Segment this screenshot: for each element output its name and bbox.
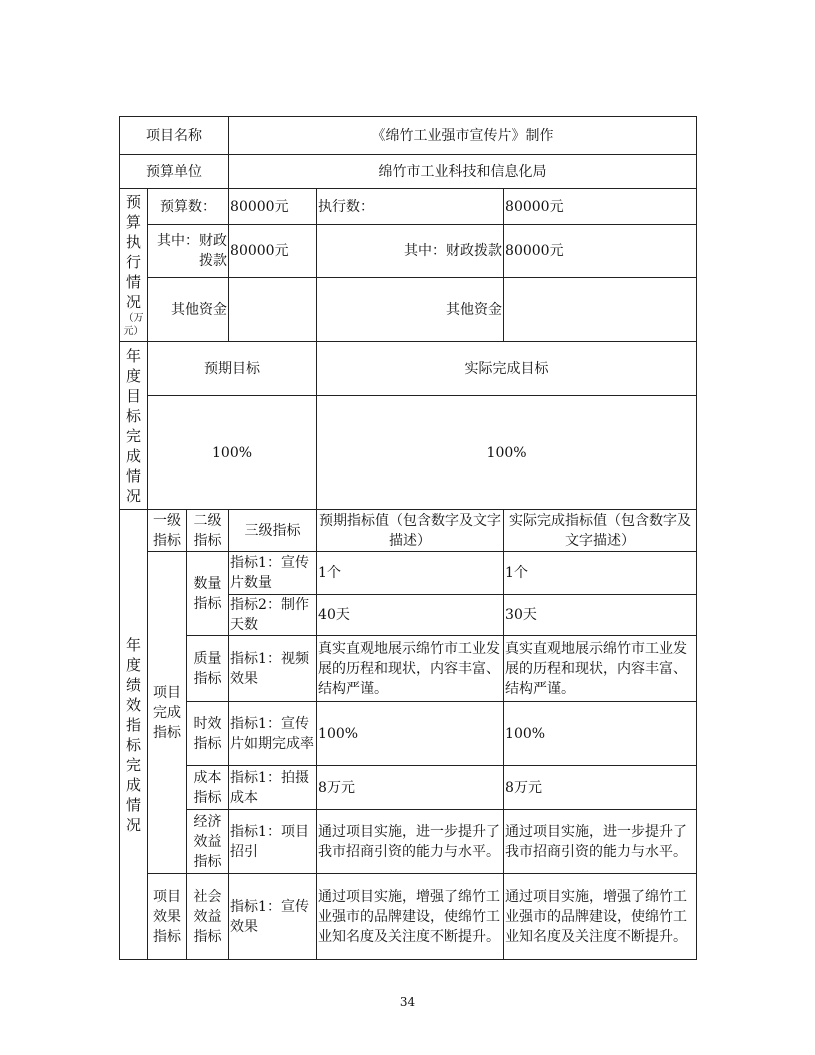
row-annual-goal-values	[120, 396, 697, 510]
indicator-cell: 指标1：视频效果	[229, 636, 317, 702]
other-value-budget	[229, 278, 317, 342]
actual-cell: 100%	[504, 702, 697, 766]
indicator-cell: 指标1：宣传片如期完成率	[229, 702, 317, 766]
group-effect-label: 项目效果指标	[148, 874, 187, 960]
budget-amount-label: 预算数：	[148, 189, 229, 225]
fiscal-value-exec: 80000元	[504, 225, 697, 278]
group-output-label: 项目完成指标	[148, 552, 187, 874]
fiscal-value-budget: 80000元	[229, 225, 317, 278]
exec-amount-label: 执行数：	[317, 189, 504, 225]
fiscal-label-budget: 其中：财政拨款	[148, 225, 229, 278]
expected-cell: 通过项目实施，进一步提升了我市招商引资的能力与水平。	[317, 810, 504, 874]
budget-amount-value: 80000元	[229, 189, 317, 225]
other-label-budget: 其他资金	[148, 278, 229, 342]
header-actual: 实际完成指标值（包含数字及文字描述）	[504, 510, 697, 552]
actual-cell: 通过项目实施，进一步提升了我市招商引资的能力与水平。	[504, 810, 697, 874]
actual-goal-header: 实际完成目标	[317, 342, 697, 396]
table-row	[120, 874, 697, 960]
performance-report-table	[119, 116, 697, 960]
actual-cell: 30天	[504, 595, 697, 636]
table-row	[120, 552, 697, 595]
row-budget-amount	[120, 189, 697, 225]
actual-cell: 8万元	[504, 766, 697, 810]
header-level3: 三级指标	[229, 510, 317, 552]
project-name-value: 《绵竹工业强市宣传片》制作	[229, 117, 697, 155]
sub-timeliness-label: 时效指标	[187, 702, 229, 766]
fiscal-label-exec: 其中：财政拨款	[317, 225, 504, 278]
sub-quality-label: 质量指标	[187, 636, 229, 702]
project-name-label: 项目名称	[120, 117, 229, 155]
budget-unit-value: 绵竹市工业科技和信息化局	[229, 155, 697, 189]
row-budget-unit	[120, 155, 697, 189]
expected-cell: 1个	[317, 552, 504, 595]
page-number: 34	[399, 995, 416, 1009]
row-performance-header	[120, 510, 697, 552]
row-annual-goal-header	[120, 342, 697, 396]
other-value-exec	[504, 278, 697, 342]
annual-goal-section-label: 年 度 目 标 完 成 情 况	[120, 342, 148, 510]
expected-cell: 40天	[317, 595, 504, 636]
row-project-name	[120, 117, 697, 155]
expected-cell: 通过项目实施，增强了绵竹工业强市的品牌建设，使绵竹工业知名度及关注度不断提升。	[317, 874, 504, 960]
expected-cell: 100%	[317, 702, 504, 766]
sub-social-label: 社会效益指标	[187, 874, 229, 960]
header-expected: 预期指标值（包含数字及文字描述）	[317, 510, 504, 552]
table-row	[120, 702, 697, 766]
performance-section-label: 年 度 绩 效 指 标 完 成 情 况	[120, 510, 148, 960]
exec-amount-value: 80000元	[504, 189, 697, 225]
header-level1: 一级指标	[148, 510, 187, 552]
header-level2: 二级指标	[187, 510, 229, 552]
actual-goal-value: 100%	[317, 396, 697, 510]
indicator-cell: 指标1：项目招引	[229, 810, 317, 874]
sub-economic-label: 经济效益指标	[187, 810, 229, 874]
budget-unit-label: 预算单位	[120, 155, 229, 189]
sub-cost-label: 成本指标	[187, 766, 229, 810]
other-label-exec: 其他资金	[317, 278, 504, 342]
indicator-cell: 指标2：制作天数	[229, 595, 317, 636]
expected-goal-header: 预期目标	[148, 342, 317, 396]
indicator-cell: 指标1：拍摄成本	[229, 766, 317, 810]
expected-cell: 8万元	[317, 766, 504, 810]
actual-cell: 真实直观地展示绵竹市工业发展的历程和现状，内容丰富、结构严谨。	[504, 636, 697, 702]
budget-exec-section-label: 预 算 执 行 情 况 （万 元）	[120, 189, 148, 342]
actual-cell: 1个	[504, 552, 697, 595]
row-other-funds	[120, 278, 697, 342]
expected-goal-value: 100%	[148, 396, 317, 510]
indicator-cell: 指标1：宣传效果	[229, 874, 317, 960]
actual-cell: 通过项目实施，增强了绵竹工业强市的品牌建设，使绵竹工业知名度及关注度不断提升。	[504, 874, 697, 960]
expected-cell: 真实直观地展示绵竹市工业发展的历程和现状，内容丰富、结构严谨。	[317, 636, 504, 702]
row-fiscal-allocation	[120, 225, 697, 278]
table-row	[120, 810, 697, 874]
table-row	[120, 766, 697, 810]
indicator-cell: 指标1：宣传片数量	[229, 552, 317, 595]
table-row	[120, 636, 697, 702]
sub-quantity-label: 数量指标	[187, 552, 229, 636]
